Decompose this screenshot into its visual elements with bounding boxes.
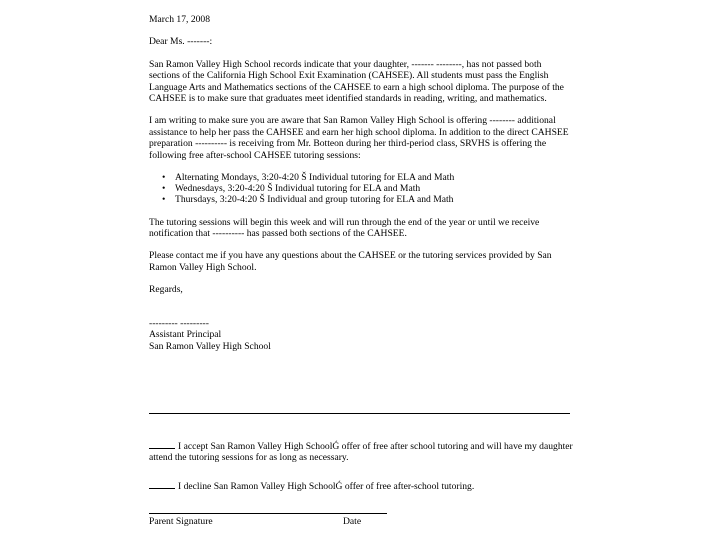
signer-title: Assistant Principal bbox=[149, 329, 222, 341]
letter-date: March 17, 2008 bbox=[149, 14, 211, 25]
decline-text: I decline San Ramon Valley High SchoolǴ offer of free after-school tutoring. bbox=[178, 481, 475, 492]
signature-line[interactable] bbox=[149, 513, 387, 514]
accept-option bbox=[149, 440, 573, 464]
paragraph-contact: Please contact me if you have any questions about the CAHSEE or the tutoring services provided by San Ramon Valley High School. bbox=[149, 250, 552, 273]
list-item: • Wednesdays, 3:20-4:20 Š Individual tutoring for ELA and Math bbox=[175, 183, 573, 194]
tutoring-sessions-list bbox=[149, 172, 573, 206]
accept-checkbox-blank[interactable] bbox=[149, 440, 175, 449]
decline-checkbox-blank[interactable] bbox=[149, 480, 175, 489]
signature-labels bbox=[149, 516, 409, 527]
closing: Regards, bbox=[149, 284, 183, 296]
decline-option bbox=[149, 480, 573, 492]
paragraph-assistance: I am writing to make sure you are aware that San Ramon Valley High School is offering -------- additional assistance to help her pass the CAHSEE and earn her high school diploma. In addition to the direct CAHSEE preparation ---------- is receiving from Mr. Botteon during her third-period class, SRVHS is offering the following free after-school CAHSEE tutoring sessions: bbox=[149, 115, 569, 161]
list-item: • Alternating Mondays, 3:20-4:20 Š Individual tutoring for ELA and Math bbox=[175, 172, 573, 183]
paragraph-schedule: The tutoring sessions will begin this week and will run through the end of the year or until we receive notification that ---------- has passed both sections of the CAHSEE. bbox=[149, 216, 540, 240]
date-label: Date bbox=[343, 516, 362, 527]
paragraph-records: San Ramon Valley High School records indicate that your daughter, ------- --------, has not passed both sections of the California High School Exit Examination (CAHSEE). All students must pass the English Language Arts and Mathematics sections of the CAHSEE to earn a high school diploma. The purpose of the CAHSEE is to make sure that graduates meet identified standards in reading, writing, and mathematics. bbox=[149, 58, 564, 105]
section-divider bbox=[149, 413, 570, 414]
signer-school: San Ramon Valley High School bbox=[149, 340, 271, 352]
signer-name: --------- --------- bbox=[149, 317, 209, 329]
letter-body bbox=[149, 14, 573, 352]
list-item: • Thursdays, 3:20-4:20 Š Individual and group tutoring for ELA and Math bbox=[175, 194, 573, 205]
salutation: Dear Ms. -------: bbox=[149, 36, 213, 48]
accept-text: I accept San Ramon Valley High SchoolǴ offer of free after school tutoring and will have my daughter attend the tutoring sessions for as long as necessary. bbox=[149, 441, 573, 464]
parent-signature-label: Parent Signature bbox=[149, 516, 213, 527]
